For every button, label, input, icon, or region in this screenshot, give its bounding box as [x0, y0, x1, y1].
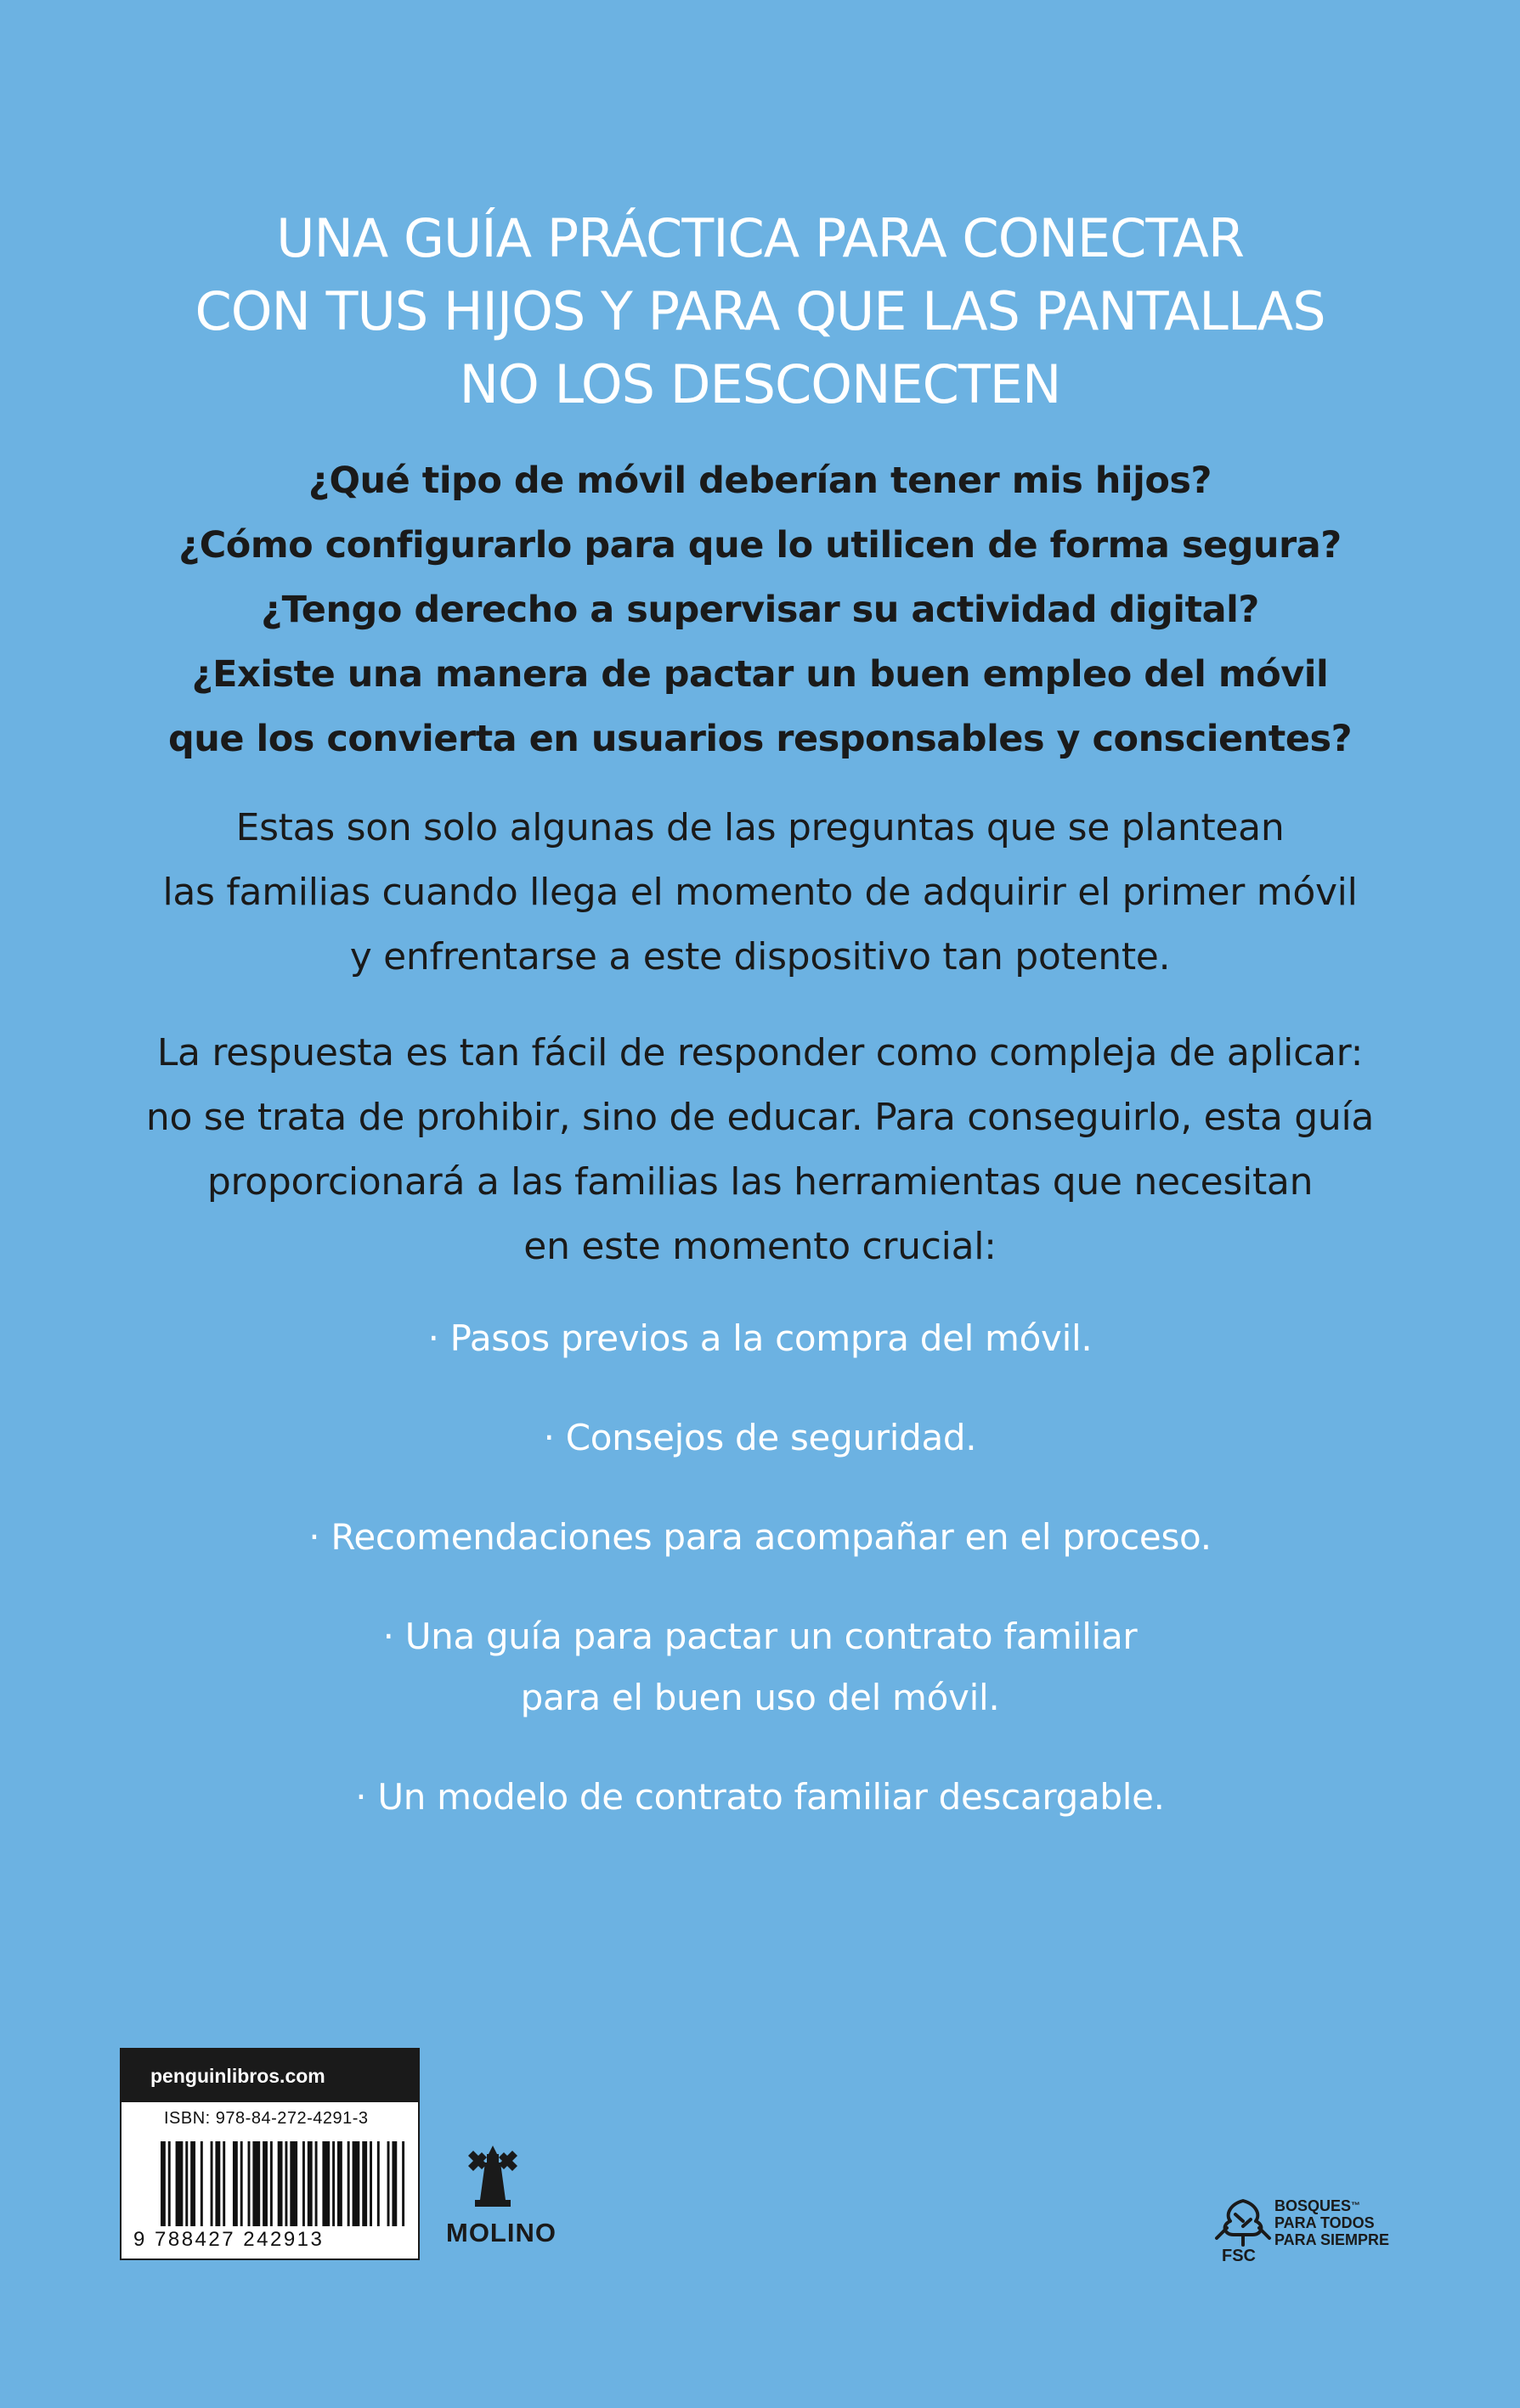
barcode-bar: [302, 2141, 305, 2226]
barcode-bar: [176, 2141, 184, 2226]
isbn-text: ISBN: 978-84-272-4291-3: [164, 2109, 369, 2128]
barcode-digits: 9 788427 242913: [133, 2228, 325, 2251]
list-item-text: · Consejos de seguridad.: [543, 1417, 977, 1458]
list-item: [0, 1407, 1520, 1469]
list-item: [0, 1767, 1520, 1828]
barcode-bar: [392, 2141, 397, 2226]
list-item-text: · Una guía para pactar un contrato familiar: [382, 1616, 1138, 1657]
fsc-logo: [1213, 2196, 1443, 2264]
paragraph-line: en este momento crucial:: [523, 1225, 997, 1268]
barcode-bar: [240, 2141, 243, 2226]
list-item-text: · Recomendaciones para acompañar en el proceso.: [308, 1516, 1212, 1558]
barcode-bar: [290, 2141, 297, 2226]
list-item: [0, 1507, 1520, 1568]
barcode-bar: [278, 2141, 283, 2226]
fsc-label: FSC: [1222, 2247, 1256, 2265]
barcode-bar: [353, 2141, 360, 2226]
barcode-bar: [348, 2141, 350, 2226]
barcode-bar: [161, 2141, 166, 2226]
question-line: ¿Qué tipo de móvil deberían tener mis hijos?: [308, 460, 1212, 502]
barcode-bar: [201, 2141, 203, 2226]
barcode-bar: [370, 2141, 372, 2226]
paragraph-line: no se trata de prohibir, sino de educar. Para conseguirlo, esta guía: [145, 1096, 1375, 1139]
barcode-bars: [161, 2141, 407, 2226]
barcode-bar: [185, 2141, 188, 2226]
barcode-block: [120, 2048, 420, 2260]
barcode-bar: [362, 2141, 367, 2226]
list-item: [0, 1606, 1520, 1728]
barcode-bar: [233, 2141, 238, 2226]
barcode-bar: [402, 2141, 404, 2226]
questions-block: [0, 448, 1520, 771]
publisher-website: penguinlibros.com: [121, 2050, 418, 2102]
barcode-bar: [211, 2141, 213, 2226]
tagline: [0, 202, 1520, 421]
question-line: ¿Tengo derecho a supervisar su actividad digital?: [261, 589, 1259, 631]
barcode-bar: [252, 2141, 260, 2226]
trademark-mark: ™: [1351, 2201, 1361, 2211]
barcode-bar: [190, 2141, 195, 2226]
barcode-bar: [377, 2141, 380, 2226]
barcode-bar: [248, 2141, 251, 2226]
list-item-text: · Pasos previos a la compra del móvil.: [427, 1317, 1093, 1359]
tagline-line: NO LOS DESCONECTEN: [459, 353, 1061, 415]
list-item: [0, 1308, 1520, 1369]
fsc-slogan: [1274, 2197, 1389, 2248]
answer-paragraph: [0, 1021, 1520, 1279]
tagline-line: UNA GUÍA PRÁCTICA PARA CONECTAR: [276, 207, 1244, 269]
tagline-line: CON TUS HIJOS Y PARA QUE LAS PANTALLAS: [195, 280, 1325, 342]
barcode-bar: [215, 2141, 220, 2226]
barcode-bar: [223, 2141, 225, 2226]
barcode-bar: [285, 2141, 287, 2226]
barcode-bar: [308, 2141, 313, 2226]
list-item-text: para el buen uso del móvil.: [520, 1677, 1000, 1718]
fsc-slogan-line: PARA TODOS: [1274, 2214, 1375, 2231]
windmill-icon: [463, 2140, 523, 2210]
barcode-bar: [263, 2141, 268, 2226]
barcode-bar: [315, 2141, 318, 2226]
fsc-slogan-line: BOSQUES: [1274, 2197, 1352, 2214]
barcode-bar: [322, 2141, 330, 2226]
question-line: ¿Cómo configurarlo para que lo utilicen de forma segura?: [178, 524, 1342, 567]
barcode-bar: [387, 2141, 390, 2226]
fsc-slogan-line: PARA SIEMPRE: [1274, 2231, 1390, 2248]
intro-paragraph: [0, 796, 1520, 990]
publisher-name: MOLINO: [446, 2218, 557, 2247]
question-line: ¿Existe una manera de pactar un buen empleo del móvil: [191, 653, 1329, 696]
paragraph-line: proporcionará a las familias las herramientas que necesitan: [206, 1160, 1314, 1204]
barcode-bar: [168, 2141, 171, 2226]
bullet-list: [0, 1308, 1520, 1866]
paragraph-line: y enfrentarse a este dispositivo tan potente.: [349, 935, 1171, 978]
paragraph-line: Estas son solo algunas de las preguntas que se plantean: [235, 806, 1285, 849]
barcode-bar: [337, 2141, 342, 2226]
barcode-bar: [270, 2141, 273, 2226]
paragraph-line: las familias cuando llega el momento de adquirir el primer móvil: [162, 871, 1358, 914]
question-line: que los convierta en usuarios responsables y conscientes?: [167, 718, 1353, 760]
list-item-text: · Un modelo de contrato familiar descargable.: [355, 1776, 1165, 1818]
publisher-logo: [446, 2140, 557, 2248]
barcode-bar: [332, 2141, 335, 2226]
paragraph-line: La respuesta es tan fácil de responder como compleja de aplicar:: [156, 1031, 1364, 1074]
